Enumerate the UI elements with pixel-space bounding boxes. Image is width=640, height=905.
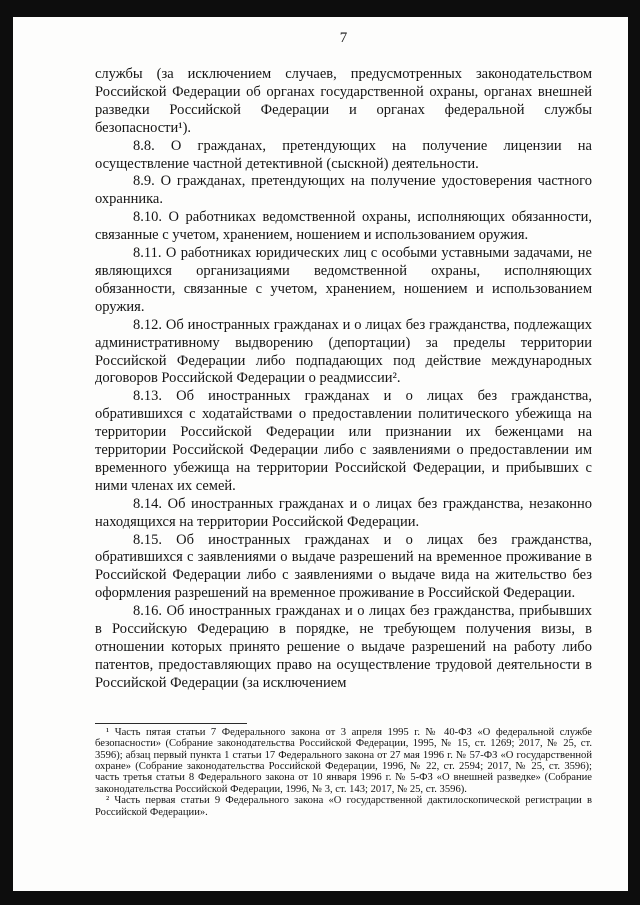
document-body <box>95 66 592 693</box>
paragraph: 8.8. О гражданах, претендующих на получение лицензии на осуществление частной детективной (сыскной) деятельности. <box>95 137 592 172</box>
paragraph: 8.14. Об иностранных гражданах и о лицах без гражданства, незаконно находящихся на территории Российской Федерации. <box>95 495 592 530</box>
page-number: 7 <box>339 30 348 46</box>
paragraph: службы (за исключением случаев, предусмотренных законодательством Российской Федерации об органах государственной охраны, органах внешней разведки Российской Федерации и органах федеральной службы безопасности¹). <box>95 66 592 136</box>
footnotes-section <box>95 727 592 818</box>
paragraph: 8.13. Об иностранных гражданах и о лицах без гражданства, обратившихся с ходатайствами о предоставлении политического убежища на территории Российской Федерации или признании их беженцами на территории Российской Федерации либо с заявлениями о предоставлении им временного убежища на территории Российской Федерации, и прибывших с ними членах их семей. <box>95 388 592 494</box>
document-page <box>13 17 628 891</box>
paragraph: 8.10. О работниках ведомственной охраны, исполняющих обязанности, связанные с учетом, хранением, ношением и использованием оружия. <box>95 209 592 244</box>
paragraph: 8.12. Об иностранных гражданах и о лицах без гражданства, подлежащих административному выдворению (депортации) за пределы территории Российской Федерации либо подпадающих под действие международных договоров Российской Федерации о реадмиссии². <box>95 316 592 387</box>
footnote: ² Часть первая статьи 9 Федерального закона «О государственной дактилоскопической регистрации в Российской Федерации». <box>95 795 592 818</box>
paragraph: 8.15. Об иностранных гражданах и о лицах без гражданства, обратившихся с заявлениями о выдаче разрешений на временное проживание в Российской Федерации либо с заявлениями о выдаче вида на жительство без оформления разрешений на временное проживание в Российской Федерации. <box>95 531 592 602</box>
paragraph: 8.16. Об иностранных гражданах и о лицах без гражданства, прибывших в Российскую Федерацию в порядке, не требующем получения визы, в отношении которых принято решение о выдаче разрешений на работу либо патентов, предоставляющих право на осуществление трудовой деятельности в Российской Федерации (за исключением <box>95 603 592 691</box>
paragraph: 8.9. О гражданах, претендующих на получение удостоверения частного охранника. <box>95 173 592 208</box>
footnote: ¹ Часть пятая статьи 7 Федерального закона от 3 апреля 1995 г. № 40-ФЗ «О федеральной службе безопасности» (Собрание законодательства Российской Федерации, 1995, № 15, ст. 1269; 2017, № 25, ст. 3596); абзац первый пункта 1 статьи 17 Федерального закона от 27 мая 1996 г. № 57-ФЗ «О государственной охране» (Собрание законодательства Российской Федерации, 1996, № 22, ст. 2594; 2017, № 25, ст. 3596); часть третья статьи 8 Федерального закона от 10 января 1996 г. № 5-ФЗ «О внешней разведке» (Собрание законодательства Российской Федерации, 1996, № 3, ст. 143; 2017, № 25, ст. 3596). <box>95 726 592 795</box>
paragraph: 8.11. О работниках юридических лиц с особыми уставными задачами, не являющихся организациями ведомственной охраны, исполняющих обязанности, связанные с учетом, хранением, ношением и использованием оружия. <box>95 245 592 315</box>
footnote-separator <box>95 723 247 724</box>
